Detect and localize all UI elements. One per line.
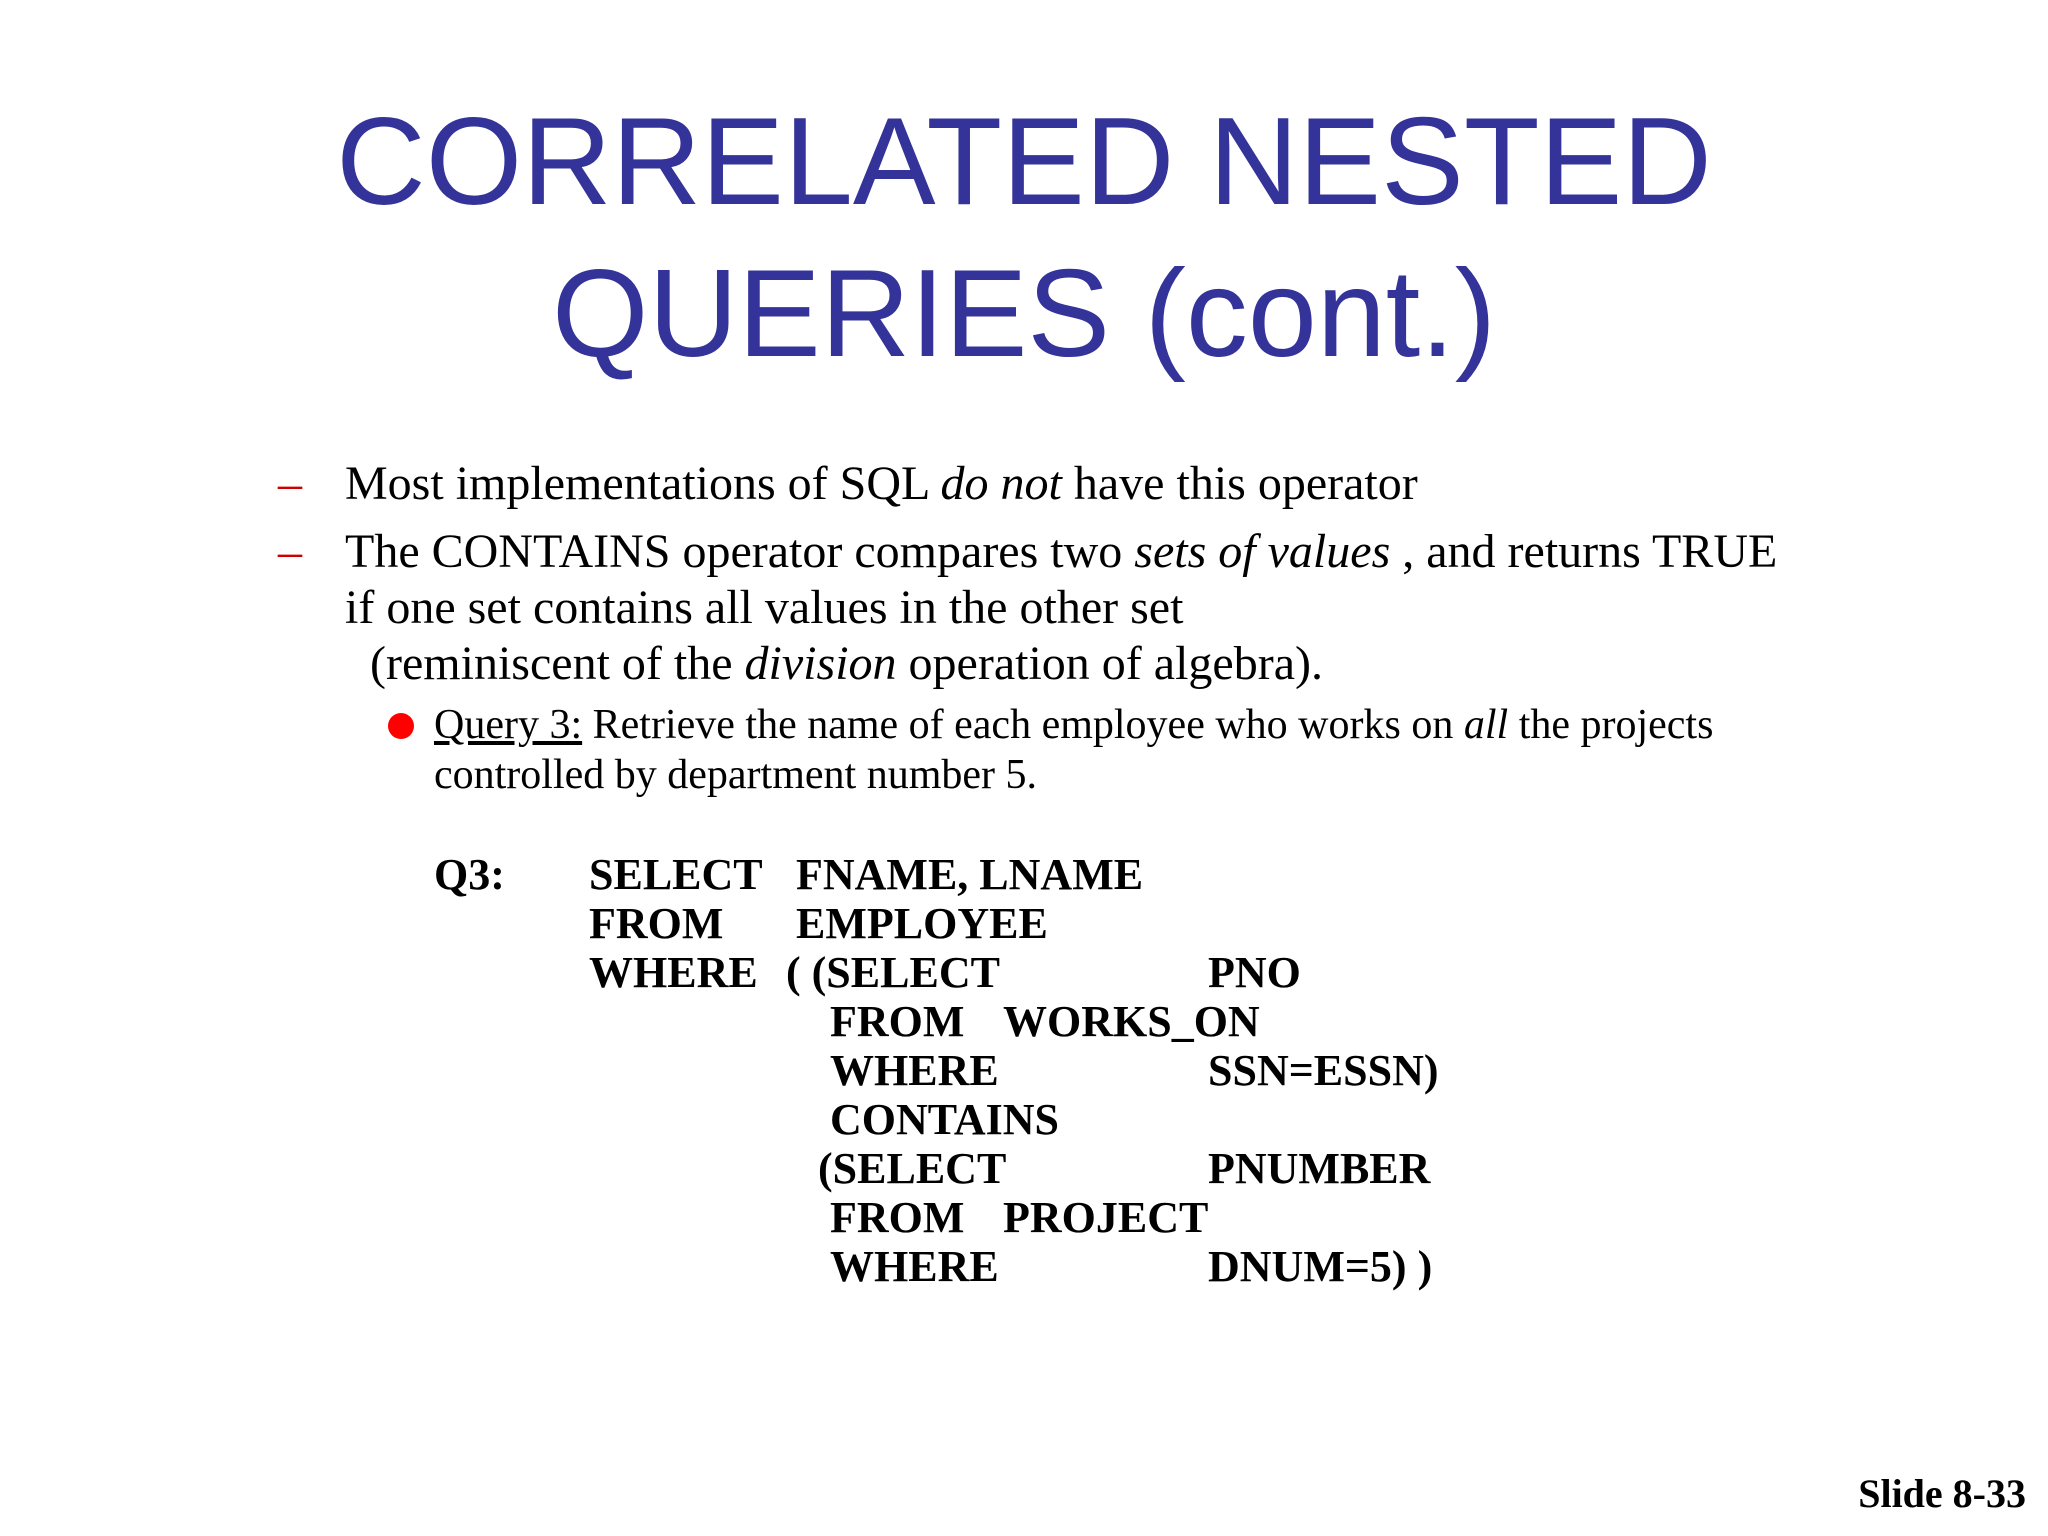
query-row-3-keyword: WHERE — [589, 948, 758, 997]
bullet-1-text-a: Most implementations of SQL — [345, 457, 941, 510]
bullet-1-italic: do not — [940, 457, 1062, 510]
bullet-dot-icon — [388, 713, 414, 739]
bullet-2-line-2: if one set contains all values in the other set — [345, 581, 1184, 634]
query-row-2-value: EMPLOYEE — [796, 899, 1048, 948]
query-row-1-keyword: SELECT — [589, 850, 763, 899]
bullet-1-text-b: have this operator — [1061, 457, 1418, 510]
query-row-7-keyword: (SELECT — [818, 1144, 1007, 1193]
dash-marker-2: – — [278, 525, 302, 578]
query-row-5-keyword: WHERE — [830, 1046, 999, 1095]
query-row-4-keyword: FROM — [830, 997, 965, 1046]
slide-title — [0, 86, 2048, 390]
query-row-4-value: WORKS_ON — [1003, 997, 1260, 1046]
bullet-2-line-3-italic: division — [744, 637, 897, 690]
subbullet-line-2: controlled by department number 5. — [434, 752, 1037, 798]
bullet-2-line-1 — [345, 524, 1777, 580]
slide-number: Slide 8-33 — [1858, 1471, 2026, 1516]
query-row-2-keyword: FROM — [589, 899, 724, 948]
slide-title-line-2: QUERIES (cont.) — [552, 245, 1496, 383]
subbullet-italic: all — [1463, 702, 1509, 748]
query-row-5-value: SSN=ESSN) — [1208, 1046, 1439, 1095]
query-label: Q3: — [434, 850, 505, 899]
bullet-2-line-3-b: operation of algebra). — [896, 637, 1323, 690]
subbullet-line-1-a: Retrieve the name of each employee who works on — [582, 702, 1464, 748]
query-row-8-keyword: FROM — [830, 1193, 965, 1242]
bullet-2-line-3 — [370, 636, 1323, 692]
bullet-2-line-1-b: , and returns TRUE — [1390, 525, 1778, 578]
query-row-3-value: PNO — [1208, 948, 1301, 997]
query-row-3-subselect: ( (SELECT — [786, 948, 1000, 997]
subbullet-line-1 — [434, 700, 1713, 750]
query-row-9-value: DNUM=5) ) — [1208, 1242, 1433, 1291]
bullet-2-line-1-italic: sets of values — [1134, 525, 1391, 578]
query-row-7-value: PNUMBER — [1208, 1144, 1431, 1193]
query-row-9-keyword: WHERE — [830, 1242, 999, 1291]
bullet-1-text — [345, 456, 1418, 512]
query-row-1-value: FNAME, LNAME — [796, 850, 1144, 899]
dash-marker-1: – — [278, 457, 302, 510]
bullet-2-line-3-a: (reminiscent of the — [370, 637, 745, 690]
query-3-label: Query 3: — [434, 702, 583, 748]
subbullet-line-1-b: the projects — [1508, 702, 1714, 748]
slide-title-line-1: CORRELATED NESTED — [336, 93, 1712, 231]
bullet-2-line-1-a: The CONTAINS operator compares two — [345, 525, 1135, 578]
query-row-6-keyword: CONTAINS — [830, 1095, 1060, 1144]
query-row-8-value: PROJECT — [1003, 1193, 1209, 1242]
